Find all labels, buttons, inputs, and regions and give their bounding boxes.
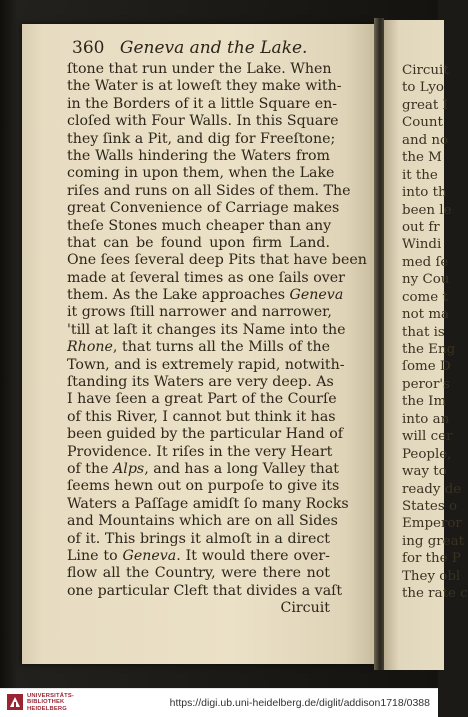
facing-text-line: that is	[402, 324, 445, 340]
facing-text-line: Circuit	[402, 63, 449, 78]
facing-text-line: Count	[402, 115, 443, 131]
facing-text-line: ing great	[402, 533, 464, 549]
facing-text-line: out fr	[402, 219, 440, 235]
text-line: coming in upon them, when the Lake	[67, 165, 335, 182]
facing-text-line: ready de	[402, 481, 462, 497]
text-line: great Convenience of Carriage makes	[67, 200, 340, 217]
text-line: one particular Cleft that divides a vaſt	[67, 582, 343, 599]
text-line: them. As the Lake approaches Geneva	[67, 287, 344, 304]
book-gutter	[374, 18, 384, 670]
facing-text-line: not ma	[402, 307, 450, 323]
permalink-url[interactable]: https://digi.ub.uni-heidelberg.de/diglit/addison1718/0388	[169, 697, 430, 709]
facing-text-line: come t	[402, 289, 448, 305]
facing-text-line: peror's	[402, 376, 450, 392]
text-line: been guided by the particular Hand of	[67, 426, 343, 443]
library-name: UNIVERSITÄTS- BIBLIOTHEK HEIDELBERG	[27, 693, 75, 712]
catchword: Circuit	[280, 600, 330, 617]
facing-text-line: the Im	[402, 394, 447, 410]
facing-text-line: the M	[402, 150, 442, 166]
facing-text-line: People,	[402, 446, 452, 462]
facing-text-line: Emperor	[402, 516, 462, 532]
facing-text-line: for the P	[402, 551, 461, 567]
text-line: 'till at laſt it changes its Name into the	[67, 321, 346, 338]
text-line: and Mountains which are on all Sides	[67, 513, 338, 530]
facing-text-line: into th	[402, 185, 447, 201]
text-line: Providence. It riſes in the very Heart	[67, 443, 333, 460]
text-line: they ſink a Pit, and dig for Freeſtone;	[67, 130, 336, 147]
facing-text-line: been le	[402, 202, 452, 218]
page-number: 360	[72, 38, 105, 58]
facing-text-line: Windi	[402, 237, 442, 253]
text-line: of the Alps, and has a long Valley that	[67, 460, 339, 477]
facing-text-line: the Eng	[402, 342, 456, 357]
text-line: flow all the Country, were there not	[67, 565, 330, 582]
text-line: that can be found upon firm Land.	[67, 234, 330, 251]
facing-text-line: to Lyo	[402, 80, 444, 96]
page-body-text	[67, 61, 367, 618]
facing-text-line: They obl	[402, 568, 461, 584]
facing-text-line: will cer	[402, 429, 453, 445]
text-line: made at ſeveral times as one ſails over	[67, 269, 345, 286]
facing-text-line: ſome D	[402, 359, 451, 375]
running-title: Geneva and the Lake.	[119, 38, 308, 58]
text-line: Line to Geneva. It would there over-	[67, 547, 330, 564]
text-line: I have ſeen a great Part of the Courſe	[67, 391, 337, 408]
facing-text-line: great I	[402, 97, 448, 113]
viewer-footer	[0, 688, 438, 717]
text-line: the Water is at loweſt they make with-	[67, 78, 342, 95]
facing-text-line: med ſe	[402, 254, 449, 270]
text-line: Waters a Paſſage amidſt ſo many Rocks	[67, 495, 349, 512]
text-line: ſtanding its Waters are very deep. As	[67, 374, 334, 391]
facing-text-line: way to	[402, 464, 447, 480]
text-line: the Walls hindering the Waters from	[67, 147, 330, 164]
text-line: of it. This brings it almoſt in a direct	[67, 530, 330, 547]
facing-page-text	[402, 62, 468, 603]
facing-text-line: and no	[402, 132, 449, 148]
facing-text-line: ny Cou	[402, 272, 450, 288]
text-line: of this River, I cannot but think it has	[67, 408, 336, 425]
facing-text-line: the rate c	[402, 586, 468, 602]
text-line: riſes and runs on all Sides of them. The	[67, 182, 351, 199]
text-line: cloſed with Four Walls. In this Square	[67, 113, 339, 130]
text-line: in the Borders of it a little Square en-	[67, 95, 338, 112]
text-line: Town, and is extremely rapid, notwith-	[67, 356, 345, 373]
text-line: One ſees ſeveral deep Pits that have been	[67, 252, 367, 269]
text-line: theſe Stones much cheaper than any	[67, 217, 332, 234]
facing-text-line: into an	[402, 411, 450, 427]
facing-text-line: States o	[402, 498, 458, 514]
facing-text-line: it the	[402, 167, 438, 183]
text-line: ſeems hewn out on purpoſe to give its	[67, 478, 340, 495]
text-line: Rhone, that turns all the Mills of the	[67, 339, 330, 356]
library-logo-icon	[6, 693, 24, 711]
text-line: it grows ſtill narrower and narrower,	[67, 304, 332, 321]
text-line: ſtone that run under the Lake. When	[67, 61, 332, 77]
